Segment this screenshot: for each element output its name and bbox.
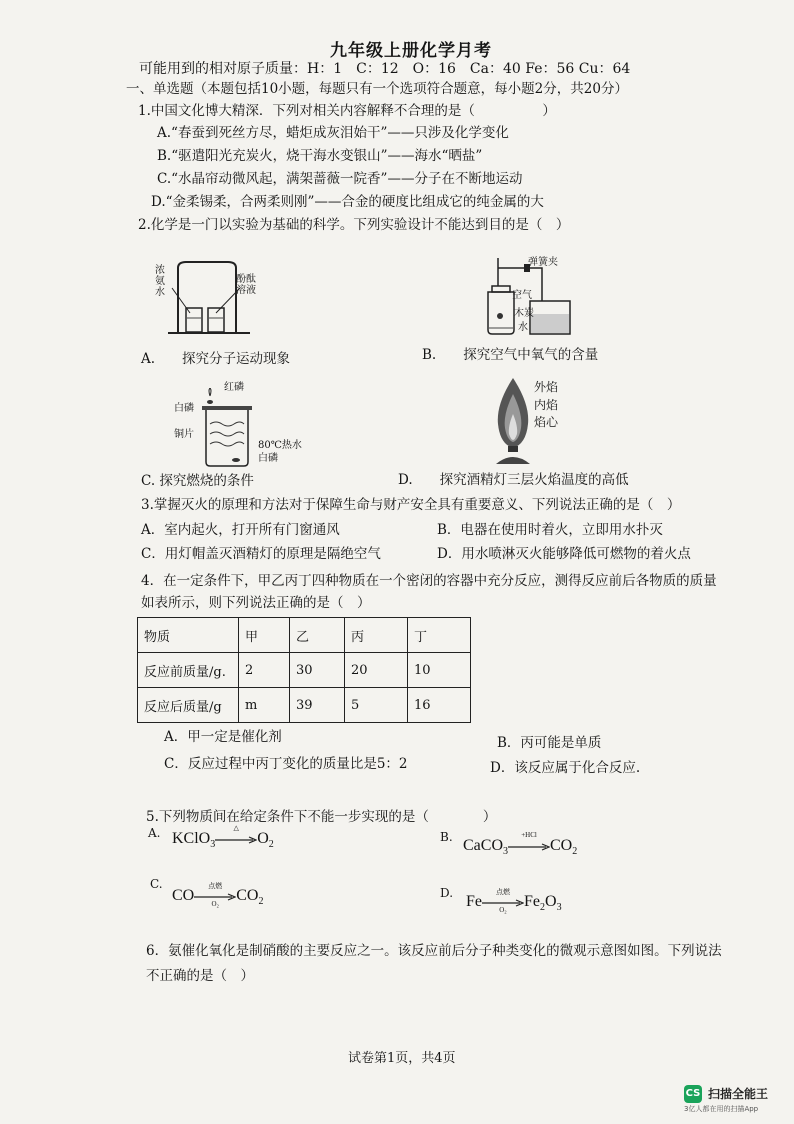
q5-label-b: B. bbox=[440, 830, 453, 844]
table-cell: 反应后质量/g bbox=[138, 688, 239, 723]
q5-equation-c: CO 点燃 O₂ $CO_2$ bbox=[172, 882, 264, 909]
fig-b-label-clamp: 弹簧夹 bbox=[528, 257, 558, 268]
table-row bbox=[138, 688, 471, 723]
q2-option-a: A. 探究分子运动现象 bbox=[141, 351, 291, 367]
table-cell: 39 bbox=[290, 688, 345, 723]
fig-c-label-white-phosphorus-bottom: 白磷 bbox=[258, 453, 278, 464]
fig-b-label-charcoal: 木炭 bbox=[514, 308, 534, 319]
table-cell: 20 bbox=[345, 653, 408, 688]
q5-label-d: D. bbox=[440, 886, 454, 900]
q2-option-c: C. 探究燃烧的条件 bbox=[141, 473, 254, 489]
fig-d-label-inner-flame: 内焰 bbox=[534, 398, 559, 412]
table-cell: 5 bbox=[345, 688, 408, 723]
q4-option-d: D．该反应属于化合反应. bbox=[490, 760, 641, 776]
q6-stem-line1: 6．氨催化氧化是制硝酸的主要反应之一。该反应前后分子种类变化的微观示意图如图。下列说法 bbox=[146, 943, 722, 959]
figure-molecular-motion bbox=[160, 258, 260, 338]
fig-b-label-water: 水 bbox=[518, 322, 528, 333]
q3-stem: 3.掌握灭火的原理和方法对于保障生命与财产安全具有重要意义、下列说法正确的是（ ） bbox=[141, 497, 681, 513]
table-header-cell: 甲 bbox=[239, 618, 290, 653]
q2-stem: 2.化学是一门以实验为基础的科学。下列实验设计不能达到目的是（ ） bbox=[138, 217, 570, 233]
q6-stem-line2: 不正确的是（ ） bbox=[146, 968, 254, 984]
table-header-cell: 物质 bbox=[138, 618, 239, 653]
atomic-mass-line: 可能用到的相对原子质量：H：1 C：12 O：16 Ca：40 Fe：56 Cu：64 bbox=[139, 61, 631, 77]
fig-a-label-ammonia: 浓 氨 水 bbox=[155, 265, 165, 298]
q4-stem-line2: 如表所示，则下列说法正确的是（ ） bbox=[141, 595, 371, 611]
figure-combustion bbox=[196, 388, 256, 468]
q4-option-a: A．甲一定是催化剂 bbox=[164, 729, 282, 745]
fig-d-label-flame-core: 焰心 bbox=[534, 415, 559, 429]
arrow-icon: 点燃 O₂ bbox=[194, 887, 236, 905]
q4-option-b: B．丙可能是单质 bbox=[497, 735, 602, 751]
table-header-row bbox=[138, 618, 471, 653]
arrow-icon: +HCl bbox=[508, 837, 550, 855]
q1-option-a: A.“春蚕到死丝方尽，蜡炬成灰泪始干”——只涉及化学变化 bbox=[157, 125, 509, 141]
q1-stem: 1.中国文化博大精深．下列对相关内容解释不合理的是（ ） bbox=[138, 103, 556, 119]
figure-flame bbox=[488, 374, 538, 464]
q5-label-a: A. bbox=[148, 826, 161, 840]
section1-header: 一、单选题（本题包括10小题，每题只有一个选项符合题意，每小题2分，共20分） bbox=[126, 81, 628, 97]
scanner-logo-icon: CS bbox=[684, 1085, 702, 1103]
arrow-icon: △ bbox=[215, 830, 257, 848]
q1-option-c: C.“水晶帘动微风起，满架蔷薇一院香”——分子在不断地运动 bbox=[157, 171, 523, 187]
fig-d-label-outer-flame: 外焰 bbox=[534, 380, 559, 394]
scanner-name: 扫描全能王 bbox=[708, 1087, 769, 1101]
table-header-cell: 丙 bbox=[345, 618, 408, 653]
q1-option-d: D.“金柔锡柔，合两柔则刚”——合金的硬度比组成它的纯金属的大 bbox=[151, 194, 544, 210]
q5-stem: 5.下列物质间在给定条件下不能一步实现的是（ ） bbox=[146, 809, 497, 825]
fig-b-label-air: 空气 bbox=[512, 290, 532, 301]
q1-option-b: B.“驱遣阳光充炭火，烧干海水变银山”——海水“晒盐” bbox=[157, 148, 483, 164]
page-title: 九年级上册化学月考 bbox=[330, 41, 492, 61]
fig-a-label-phenolphthalein: 酚酞 溶液 bbox=[236, 274, 256, 296]
table-cell: 16 bbox=[408, 688, 471, 723]
q5-equation-d: Fe 点燃 O₂ $Fe_2O_3$ bbox=[466, 888, 562, 915]
fig-c-label-red-phosphorus: 红磷 bbox=[224, 382, 244, 393]
table-cell: 30 bbox=[290, 653, 345, 688]
fig-c-label-white-phosphorus-top: 白磷 bbox=[174, 403, 194, 414]
table-header-cell: 丁 bbox=[408, 618, 471, 653]
q4-option-c: C．反应过程中丙丁变化的质量比是5：2 bbox=[164, 756, 408, 772]
table-cell: 10 bbox=[408, 653, 471, 688]
table-cell: 2 bbox=[239, 653, 290, 688]
q2-option-b: B. 探究空气中氧气的含量 bbox=[422, 347, 599, 363]
q3-option-b: B．电器在使用时着火，立即用水扑灭 bbox=[437, 522, 663, 538]
scanner-tagline: 3亿人都在用的扫描App bbox=[684, 1105, 759, 1113]
table-header-cell: 乙 bbox=[290, 618, 345, 653]
q5-label-c: C. bbox=[150, 877, 163, 891]
fig-c-label-copper: 铜片 bbox=[174, 429, 194, 440]
q3-option-a: A．室内起火，打开所有门窗通风 bbox=[141, 522, 340, 538]
fig-c-label-hot-water: 80℃热水 bbox=[258, 440, 302, 451]
arrow-icon: 点燃 O₂ bbox=[482, 893, 524, 911]
table-row bbox=[138, 653, 471, 688]
q5-equation-a: KClO$_3$ △ $O_2$ bbox=[172, 824, 274, 850]
page-footer: 试卷第1页，共4页 bbox=[348, 1051, 456, 1066]
q2-option-d: D. 探究酒精灯三层火焰温度的高低 bbox=[398, 472, 629, 488]
table-cell: 反应前质量/g. bbox=[138, 653, 239, 688]
q3-option-d: D．用水喷淋灭火能够降低可燃物的着火点 bbox=[437, 546, 691, 562]
q3-option-c: C．用灯帽盖灭酒精灯的原理是隔绝空气 bbox=[141, 546, 381, 562]
table-cell: m bbox=[239, 688, 290, 723]
q5-equation-b: CaCO$_3$ +HCl $CO_2$ bbox=[463, 831, 578, 857]
q4-stem-line1: 4．在一定条件下，甲乙丙丁四种物质在一个密闭的容器中充分反应，测得反应前后各物质的质量 bbox=[141, 573, 717, 589]
mass-table bbox=[137, 617, 471, 723]
